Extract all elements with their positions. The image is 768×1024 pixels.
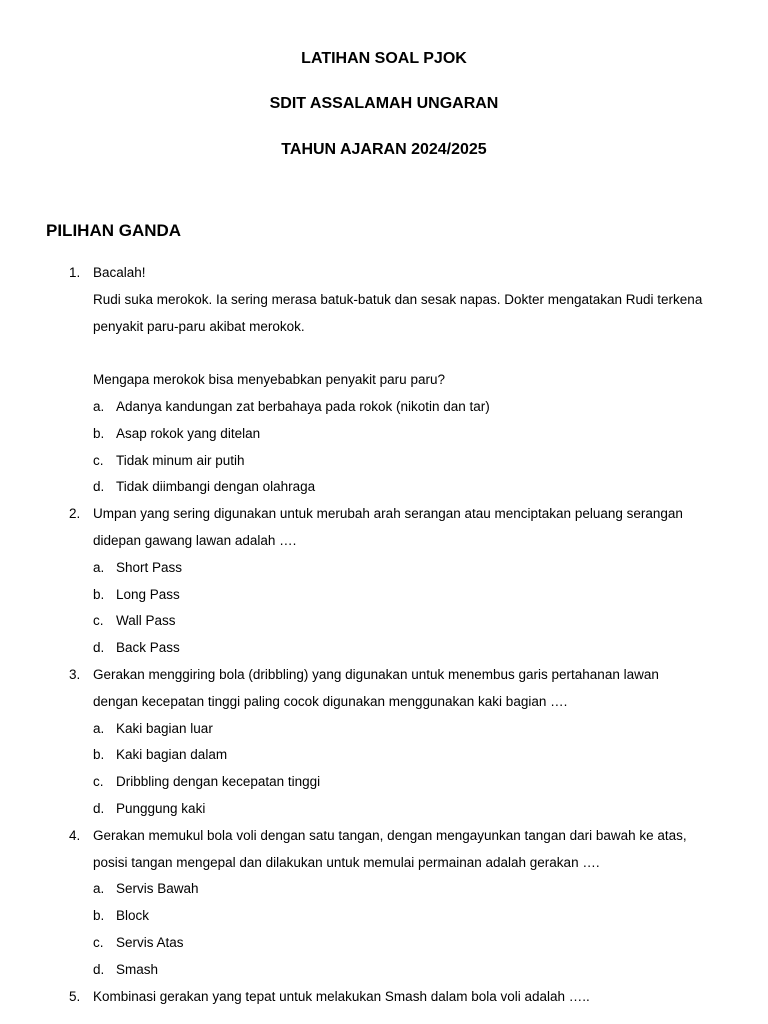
option-letter: d. (93, 961, 105, 977)
question-text-line: penyakit paru-paru akibat merokok. (93, 318, 305, 334)
answer-options (93, 716, 733, 823)
option-text: Servis Bawah (116, 881, 199, 897)
option-letter: b. (93, 908, 105, 924)
question-text-line (93, 340, 733, 367)
option-text: Dribbling dengan kecepatan tinggi (116, 774, 321, 790)
option-letter: c. (93, 934, 104, 950)
option-letter: d. (93, 800, 105, 816)
question-text-line: dengan kecepatan tinggi paling cocok digunakan menggunakan kaki bagian …. (93, 693, 568, 709)
question-item (0, 501, 768, 662)
question-body (93, 501, 733, 662)
option-text: Adanya kandungan zat berbahaya pada rokok (nikotin dan tar) (116, 398, 490, 414)
option-letter: b. (93, 425, 105, 441)
option-text: Punggung kaki (116, 800, 206, 816)
question-text-line: Kombinasi gerakan yang tepat untuk melakukan Smash dalam bola voli adalah ….. (93, 988, 590, 1004)
answer-options (93, 555, 733, 662)
answer-option (93, 930, 733, 957)
answer-option (93, 903, 733, 930)
option-letter: a. (93, 720, 105, 736)
option-text: Smash (116, 961, 159, 977)
question-list (0, 260, 768, 1010)
answer-option (93, 448, 733, 475)
option-text: Back Pass (116, 640, 180, 656)
question-body (93, 260, 733, 501)
question-body (93, 662, 733, 823)
question-text-line: didepan gawang lawan adalah …. (93, 532, 297, 548)
answer-option (93, 635, 733, 662)
option-text: Block (116, 908, 150, 924)
option-letter: c. (93, 613, 104, 629)
option-text: Servis Atas (116, 934, 184, 950)
question-text-line: Gerakan memukul bola voli dengan satu tangan, dengan mengayunkan tangan dari bawah ke atas, (93, 827, 687, 843)
question-text-line: Umpan yang sering digunakan untuk merubah arah serangan atau menciptakan peluang serangan (93, 506, 683, 522)
answer-option (93, 555, 733, 582)
option-text: Asap rokok yang ditelan (116, 425, 261, 441)
question-item (0, 662, 768, 823)
question-number: 5. (69, 988, 81, 1004)
question-text-line: Gerakan menggiring bola (dribbling) yang digunakan untuk menembus garis pertahanan lawan (93, 666, 659, 682)
option-letter: c. (93, 452, 104, 468)
answer-option (93, 608, 733, 635)
answer-option (93, 394, 733, 421)
option-letter: c. (93, 774, 104, 790)
answer-option (93, 716, 733, 743)
question-text-line: Bacalah! (93, 265, 146, 280)
document-title: LATIHAN SOAL PJOK (301, 50, 467, 67)
option-letter: d. (93, 479, 105, 495)
question-text-line: Rudi suka merokok. Ia sering merasa batuk-batuk dan sesak napas. Dokter mengatakan Rudi terkena (93, 291, 703, 307)
option-letter: a. (93, 559, 105, 575)
question-body (93, 984, 733, 1011)
section-heading: PILIHAN GANDA (46, 221, 182, 240)
answer-options (93, 394, 733, 501)
answer-option (93, 769, 733, 796)
option-text: Tidak diimbangi dengan olahraga (116, 479, 316, 495)
option-letter: d. (93, 640, 105, 656)
option-letter: b. (93, 586, 105, 602)
question-item (0, 984, 768, 1011)
option-text: Long Pass (116, 586, 180, 602)
school-name: SDIT ASSALAMAH UNGARAN (269, 95, 499, 112)
option-text: Wall Pass (116, 613, 176, 629)
answer-option (93, 742, 733, 769)
option-text: Tidak minum air putih (116, 452, 245, 468)
option-text: Kaki bagian luar (116, 720, 213, 736)
question-text-line: posisi tangan mengepal dan dilakukan untuk memulai permainan adalah gerakan …. (93, 854, 600, 870)
answer-option (93, 876, 733, 903)
answer-option (93, 582, 733, 609)
answer-option (93, 421, 733, 448)
option-letter: a. (93, 398, 105, 414)
question-item (0, 260, 768, 501)
question-body (93, 823, 733, 984)
question-number: 4. (69, 827, 81, 843)
answer-option (93, 474, 733, 501)
option-text: Kaki bagian dalam (116, 747, 228, 763)
question-item (0, 823, 768, 984)
option-letter: b. (93, 747, 105, 763)
question-text-line: Mengapa merokok bisa menyebabkan penyakit paru paru? (93, 372, 445, 388)
option-text: Short Pass (116, 559, 183, 575)
answer-option (93, 796, 733, 823)
answer-option (93, 957, 733, 984)
answer-options (93, 876, 733, 983)
question-number: 1. (69, 265, 81, 280)
question-number: 3. (69, 666, 81, 682)
academic-year: TAHUN AJARAN 2024/2025 (281, 141, 487, 158)
question-number: 2. (69, 506, 81, 522)
option-letter: a. (93, 881, 105, 897)
